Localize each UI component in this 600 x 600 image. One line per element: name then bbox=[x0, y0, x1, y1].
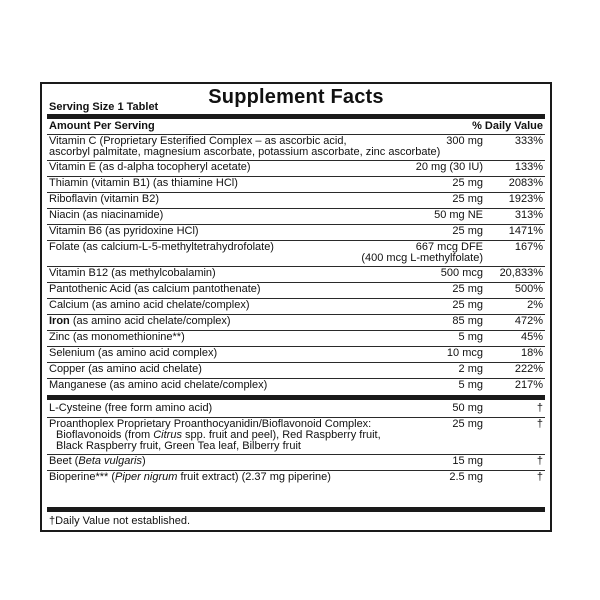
nutrient-dv: 2083% bbox=[508, 177, 543, 189]
nutrient-dv: 500% bbox=[514, 283, 543, 295]
ingredient-dv: † bbox=[536, 455, 543, 467]
nutrient-dv: 472% bbox=[514, 315, 543, 327]
nutrient-name-cont: ascorbyl palmitate, magnesium ascorbate, potassium ascorbate, zinc ascorbate) bbox=[49, 146, 441, 158]
nutrient-amount: 25 mg bbox=[452, 225, 483, 237]
nutrient-name: Vitamin E (as d-alpha tocopheryl acetate) bbox=[49, 161, 251, 173]
nutrient-dv: 133% bbox=[514, 161, 543, 173]
ingredient-amount: 25 mg bbox=[452, 418, 483, 430]
nutrient-dv: 20,833% bbox=[499, 267, 543, 279]
serving-size: Serving Size 1 Tablet bbox=[49, 101, 159, 113]
ingredient-amount: 2.5 mg bbox=[449, 471, 483, 483]
divider-thick bbox=[47, 114, 545, 119]
nutrient-dv: 217% bbox=[514, 379, 543, 391]
nutrient-name: Thiamin (vitamin B1) (as thiamine HCl) bbox=[49, 177, 238, 189]
nutrient-name: Calcium (as amino acid chelate/complex) bbox=[49, 299, 250, 311]
panel-title: Supplement Facts bbox=[208, 86, 384, 108]
nutrient-name: Zinc (as monomethionine**) bbox=[49, 331, 185, 343]
nutrient-amount: 50 mg NE bbox=[434, 209, 483, 221]
nutrient-amount: 2 mg bbox=[458, 363, 483, 375]
subline-text: Bioflavonoids (from bbox=[56, 429, 154, 441]
nutrient-amount: 25 mg bbox=[452, 193, 483, 205]
name-italic: Piper nigrum bbox=[115, 471, 178, 483]
nutrient-amount-detail: (400 mcg L-methylfolate) bbox=[361, 252, 483, 264]
nutrient-name: Vitamin C (Proprietary Esterified Complex – as ascorbic acid, bbox=[49, 135, 347, 147]
nutrient-name: Pantothenic Acid (as calcium pantothenate) bbox=[49, 283, 261, 295]
ingredient-amount: 15 mg bbox=[452, 455, 483, 467]
nutrient-dv: 167% bbox=[514, 241, 543, 253]
nutrient-name: Riboflavin (vitamin B2) bbox=[49, 193, 160, 205]
ingredient-dv: † bbox=[536, 402, 543, 414]
nutrient-dv: 2% bbox=[527, 299, 543, 311]
ingredient-amount: 50 mg bbox=[452, 402, 483, 414]
nutrient-dv: 45% bbox=[520, 331, 543, 343]
name-text: Beet ( bbox=[49, 455, 79, 467]
nutrient-amount: 25 mg bbox=[452, 299, 483, 311]
ingredient-name bbox=[49, 456, 146, 467]
name-text: fruit extract) (2.37 mg piperine) bbox=[177, 471, 331, 483]
subline-italic: Citrus bbox=[153, 429, 182, 441]
nutrient-dv: 222% bbox=[514, 363, 543, 375]
nutrient-amount: 5 mg bbox=[458, 379, 483, 391]
ingredient-dv: † bbox=[536, 418, 543, 430]
ingredient-subline: Black Raspberry fruit, Green Tea leaf, Bilberry fruit bbox=[56, 440, 301, 452]
nutrient-name: Selenium (as amino acid complex) bbox=[49, 347, 218, 359]
nutrient-dv: 313% bbox=[514, 209, 543, 221]
nutrient-amount: 25 mg bbox=[452, 283, 483, 295]
nutrient-name-bold: Iron bbox=[49, 315, 70, 327]
nutrient-name: Copper (as amino acid chelate) bbox=[49, 363, 202, 375]
name-italic: Beta vulgaris bbox=[78, 455, 142, 467]
supplement-facts-panel bbox=[40, 82, 552, 532]
nutrient-name: Manganese (as amino acid chelate/complex) bbox=[49, 379, 268, 391]
name-text: Bioperine*** ( bbox=[49, 471, 116, 483]
nutrient-amount: 500 mcg bbox=[440, 267, 483, 279]
divider-thick bbox=[47, 507, 545, 512]
name-text: ) bbox=[141, 455, 146, 467]
nutrient-name: Vitamin B12 (as methylcobalamin) bbox=[49, 267, 216, 279]
nutrient-amount: 20 mg (30 IU) bbox=[415, 161, 483, 173]
ingredient-dv: † bbox=[536, 471, 543, 483]
footnote: †Daily Value not established. bbox=[49, 515, 191, 527]
nutrient-amount: 25 mg bbox=[452, 177, 483, 189]
nutrient-name-rest: (as amino acid chelate/complex) bbox=[69, 315, 231, 327]
nutrient-name: Vitamin B6 (as pyridoxine HCl) bbox=[49, 225, 199, 237]
nutrient-name bbox=[49, 316, 231, 327]
ingredient-name: Proanthoplex Proprietary Proanthocyanidin/Bioflavonoid Complex: bbox=[49, 418, 372, 430]
ingredient-name bbox=[49, 472, 331, 483]
nutrient-amount: 300 mg bbox=[446, 135, 483, 147]
nutrient-amount: 5 mg bbox=[458, 331, 483, 343]
divider-thick bbox=[47, 395, 545, 400]
header-daily-value: % Daily Value bbox=[472, 120, 543, 132]
subline-text: spp. fruit and peel), Red Raspberry fruit, bbox=[181, 429, 381, 441]
nutrient-name: Folate (as calcium-L-5-methyltetrahydrofolate) bbox=[49, 241, 274, 253]
nutrient-dv: 18% bbox=[520, 347, 543, 359]
nutrient-amount: 10 mcg bbox=[446, 347, 483, 359]
nutrient-dv: 1923% bbox=[508, 193, 543, 205]
nutrient-amount: 85 mg bbox=[452, 315, 483, 327]
ingredient-name: L-Cysteine (free form amino acid) bbox=[49, 402, 213, 414]
nutrient-dv: 333% bbox=[514, 135, 543, 147]
nutrient-dv: 1471% bbox=[508, 225, 543, 237]
nutrient-amount: 667 mcg DFE bbox=[415, 241, 483, 253]
nutrient-name: Niacin (as niacinamide) bbox=[49, 209, 164, 221]
header-amount-per-serving: Amount Per Serving bbox=[49, 120, 155, 132]
